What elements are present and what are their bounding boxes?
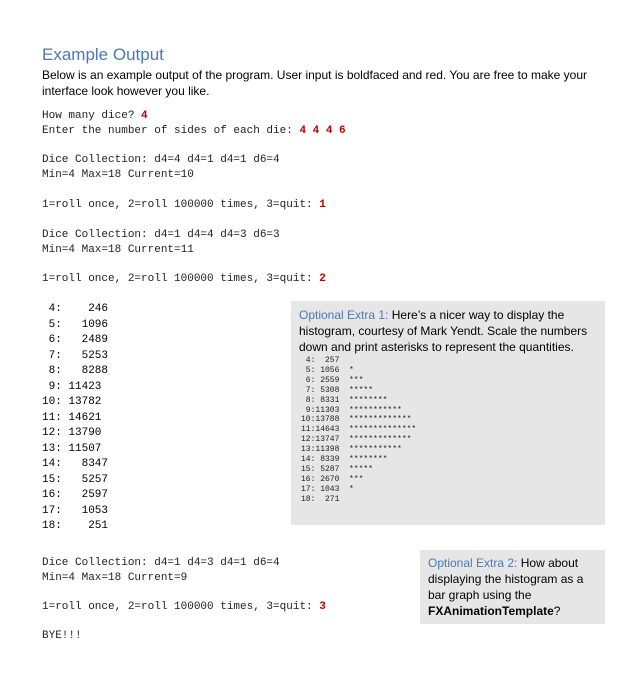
histogram-row: 7: 5253 <box>42 349 109 362</box>
histogram-row: 9: 11423 <box>42 380 102 393</box>
optional-extra-2-text: How about displaying the histogram as a bar graph using the <box>428 556 584 602</box>
asterisk-row: 13:11398 *********** <box>301 445 402 455</box>
dice-collection-3: Dice Collection: d4=1 d4=3 d4=1 d6=4 <box>42 557 280 569</box>
histogram-row: 13: 11507 <box>42 442 102 455</box>
asterisk-row: 6: 2559 *** <box>301 375 364 385</box>
optional-extra-2-label: Optional Extra 2: <box>428 556 518 570</box>
asterisk-row: 4: 257 <box>301 356 340 365</box>
asterisk-row: 7: 5308 ***** <box>301 385 374 395</box>
dice-count-prompt: How many dice? <box>42 110 142 122</box>
menu-line-2 <box>42 272 326 286</box>
asterisk-row: 11:14643 ************** <box>301 425 417 435</box>
dice-collection-2: Dice Collection: d4=1 d4=4 d4=3 d6=3 <box>42 229 280 241</box>
optional-extra-1-text: Here’s a nicer way to display the histogram, courtesy of Mark Yendt. Scale the numbers down and print asterisks to represent the quantities. <box>299 308 588 354</box>
histogram-row: 8: 8288 <box>42 365 109 377</box>
menu-prompt-3: 1=roll once, 2=roll 100000 times, 3=quit: <box>42 601 320 613</box>
menu-line-1 <box>42 198 326 212</box>
menu-input-1: 1 <box>319 199 326 211</box>
menu-line-3 <box>42 600 326 614</box>
stats-3: Min=4 Max=18 Current=9 <box>42 572 188 584</box>
optional-extra-1-caption <box>299 307 599 355</box>
histogram-row: 10: 13782 <box>42 396 102 408</box>
menu-prompt-2: 1=roll once, 2=roll 100000 times, 3=quit: <box>42 273 320 285</box>
histogram-row: 6: 2489 <box>42 334 109 346</box>
asterisk-row: 5: 1056 * <box>301 365 354 375</box>
asterisk-row: 15: 5287 ***** <box>301 464 374 474</box>
histogram-row: 16: 2597 <box>42 489 109 501</box>
optional-extra-1-label: Optional Extra 1: <box>299 308 389 322</box>
asterisk-row: 9:11303 *********** <box>301 405 402 415</box>
optional-extra-2-caption <box>428 555 600 619</box>
histogram-row: 5: 1096 <box>42 318 109 331</box>
menu-input-2: 2 <box>319 273 326 285</box>
asterisk-row: 17: 1043 * <box>301 484 354 494</box>
histogram-row: 14: 8347 <box>42 458 109 470</box>
asterisk-row: 18: 271 <box>301 494 340 504</box>
dice-collection-1: Dice Collection: d4=4 d4=1 d4=1 d6=4 <box>42 154 280 166</box>
bye-line: BYE!!! <box>42 630 82 642</box>
optional-extra-2-end: ? <box>553 604 561 618</box>
optional-extra-2-box <box>420 550 605 624</box>
sides-prompt: Enter the number of sides of each die: <box>42 125 300 137</box>
stats-2: Min=4 Max=18 Current=11 <box>42 244 194 256</box>
asterisk-row: 10:13788 ************* <box>301 415 412 425</box>
intro-paragraph: Below is an example output of the program. User input is boldfaced and red. You are free to make your interface look however you like. <box>42 68 587 98</box>
asterisk-row: 8: 8331 ******** <box>301 395 388 405</box>
optional-extra-1-box <box>291 301 605 525</box>
stats-1: Min=4 Max=18 Current=10 <box>42 169 194 181</box>
asterisk-row: 14: 8339 ******** <box>301 455 388 465</box>
asterisk-row: 16: 2670 *** <box>301 474 364 484</box>
dice-count-input: 4 <box>141 110 148 122</box>
histogram-row: 18: 251 <box>42 520 109 532</box>
fx-template-name: FXAnimationTemplate <box>428 604 554 618</box>
sides-line <box>42 124 346 138</box>
asterisk-row: 12:13747 ************* <box>301 435 412 445</box>
histogram-row: 15: 5257 <box>42 473 109 486</box>
histogram-row: 17: 1053 <box>42 504 109 517</box>
histogram-row: 11: 14621 <box>42 411 102 424</box>
histogram-row: 4: 246 <box>42 303 109 315</box>
page-heading: Example Output <box>42 45 164 64</box>
sides-input: 4 4 4 6 <box>299 125 346 137</box>
histogram-row: 12: 13790 <box>42 427 102 439</box>
menu-prompt-1: 1=roll once, 2=roll 100000 times, 3=quit: <box>42 199 320 211</box>
asterisk-histogram <box>301 356 416 505</box>
histogram-output <box>42 302 108 535</box>
dice-count-line <box>42 109 148 123</box>
menu-input-3: 3 <box>319 601 326 613</box>
